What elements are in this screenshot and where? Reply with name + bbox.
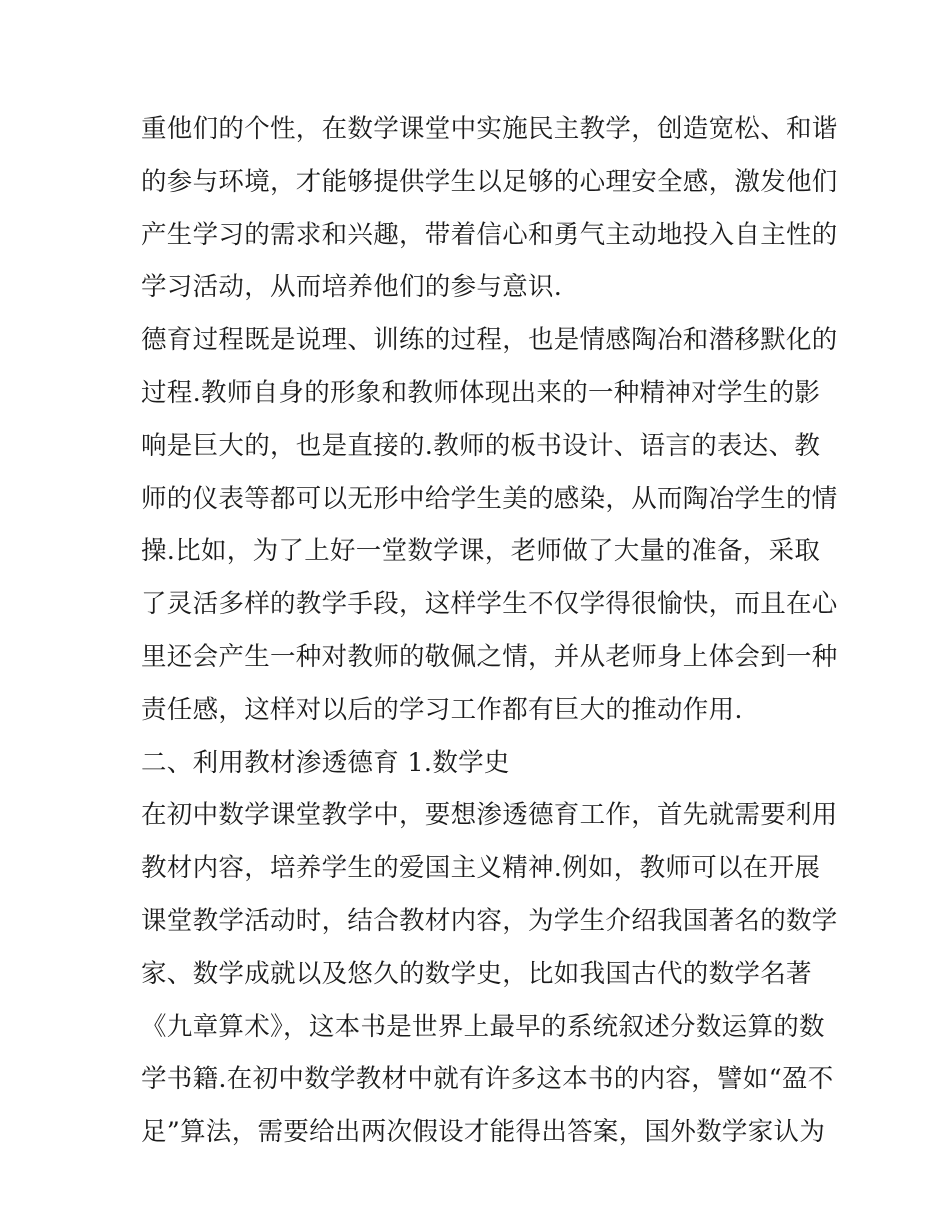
text-line: 响是巨大的，也是直接的.教师的板书设计、语言的表达、教 [141,430,821,461]
text-line: 教材内容，培养学生的爱国主义精神.例如，教师可以在开展 [141,853,821,884]
text-line: 的参与环境，才能够提供学生以足够的心理安全感，激发他们 [141,166,838,197]
text-line: 重他们的个性，在数学课堂中实施民主教学，创造宽松、和谐 [141,114,838,144]
text-line: 产生学习的需求和兴趣，带着信心和勇气主动地投入自主性的 [141,219,838,250]
text-line: 里还会产生一种对教师的敬佩之情，并从老师身上体会到一种 [141,641,838,672]
body-text [141,103,838,1159]
text-line: 在初中数学课堂教学中，要想渗透德育工作，首先就需要利用 [141,800,838,831]
section-heading: 二、利用教材渗透德育 1.数学史 [141,747,510,778]
text-line: 课堂教学活动时，结合教材内容，为学生介绍我国著名的数学 [141,905,838,936]
text-line: 师的仪表等都可以无形中给学生美的感染，从而陶冶学生的情 [141,483,838,514]
text-line: 《九章算术》，这本书是世界上最早的系统叙述分数运算的数 [141,1011,825,1042]
text-line: 学书籍.在初中数学教材中就有许多这本书的内容，譬如“盈不 [141,1064,834,1095]
text-line: 操.比如，为了上好一堂数学课，老师做了大量的准备，采取 [141,536,821,567]
text-line: 过程.教师自身的形象和教师体现出来的一种精神对学生的影 [141,377,821,408]
text-line: 学习活动，从而培养他们的参与意识. [141,272,563,303]
text-line: 责任感，这样对以后的学习工作都有巨大的推动作用. [141,694,743,725]
text-line: 家、数学成就以及悠久的数学史，比如我国古代的数学名著 [141,958,812,989]
text-line: 德育过程既是说理、训练的过程，也是情感陶冶和潜移默化的 [141,325,838,356]
text-line: 了灵活多样的教学手段，这样学生不仅学得很愉快，而且在心 [141,589,838,620]
text-line: 足”算法，需要给出两次假设才能得出答案，国外数学家认为 [141,1117,826,1148]
